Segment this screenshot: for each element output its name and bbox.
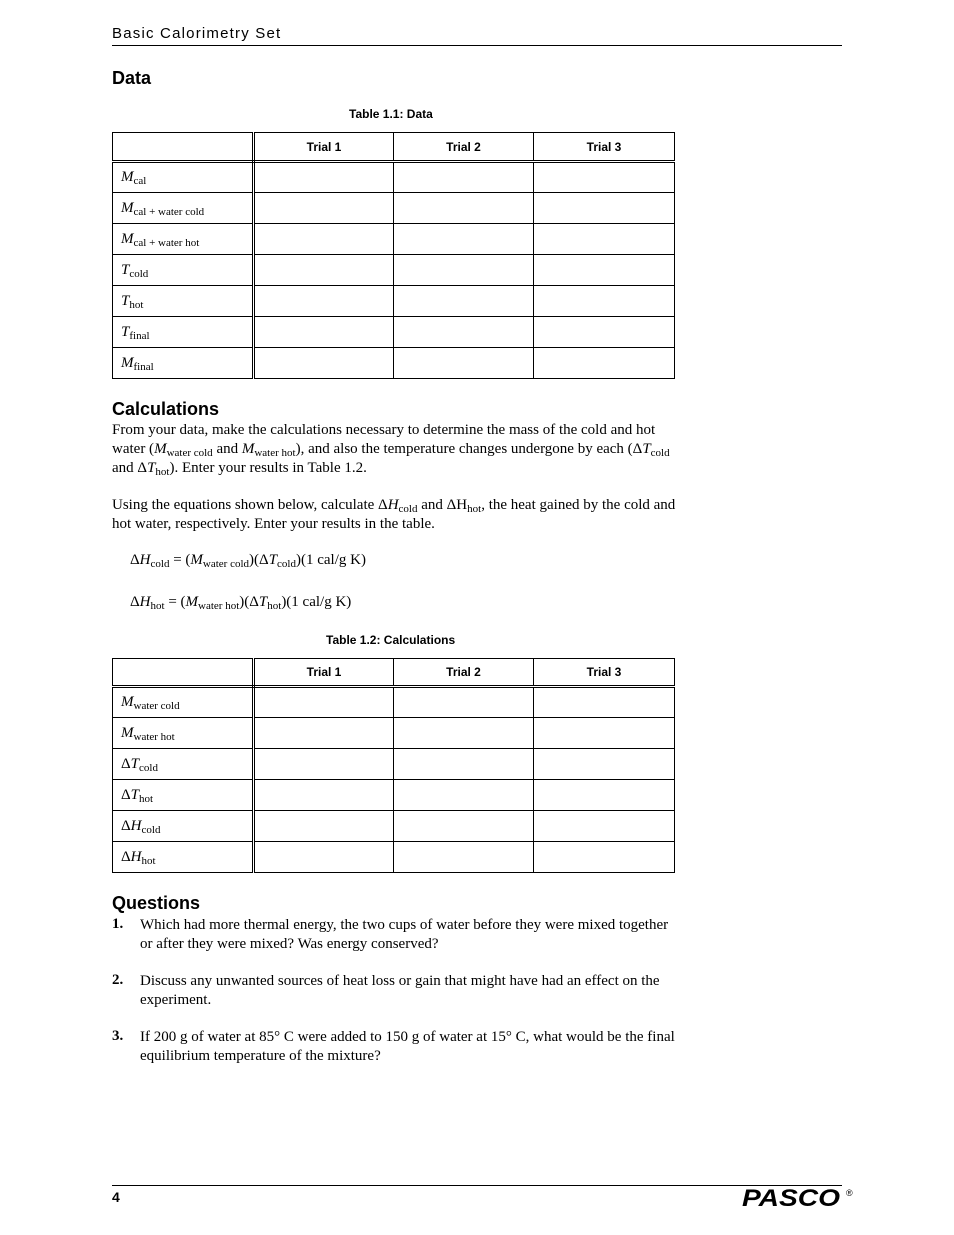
data-cell[interactable] [394, 749, 534, 780]
data-cell[interactable] [534, 286, 675, 317]
table-row [113, 749, 675, 780]
data-cell[interactable] [534, 255, 675, 286]
row-label: $\Delta H_{cold}$ [113, 811, 254, 842]
table-1-1-caption: Table 1.1: Data [349, 107, 433, 121]
table-corner-cell [113, 659, 254, 687]
data-cell[interactable] [394, 811, 534, 842]
calculations-paragraph-1: From your data, make the calculations necessary to determine the mass of the cold and hot water ($M_{water cold}$ and $M_{water hot}$), and also the temperature changes undergone by each ($\Delta T_{cold}$ and $\Delta T_{hot}$). Enter your results in Table 1.2. [112, 422, 670, 478]
data-cell[interactable] [394, 255, 534, 286]
data-cell[interactable] [534, 687, 675, 718]
calculations-heading: Calculations [112, 399, 220, 419]
data-cell[interactable] [254, 193, 394, 224]
table-row [113, 193, 675, 224]
column-header-trial-3: Trial 3 [534, 659, 675, 687]
data-cell[interactable] [534, 224, 675, 255]
table-row [113, 811, 675, 842]
questions-heading: Questions [112, 893, 201, 913]
data-cell[interactable] [534, 162, 675, 193]
data-cell[interactable] [394, 286, 534, 317]
row-label: $M_{cal}$ [113, 162, 254, 193]
running-header: Basic Calorimetry Set [112, 25, 282, 42]
column-header-trial-2: Trial 2 [394, 659, 534, 687]
question-1-text: Which had more thermal energy, the two cups of water before they were mixed together or after they were mixed? Was energy conserved? [140, 917, 669, 952]
row-label: $M_{final}$ [113, 348, 254, 379]
table-row [113, 780, 675, 811]
table-row [113, 162, 675, 193]
data-cell[interactable] [254, 255, 394, 286]
table-row [113, 348, 675, 379]
data-cell[interactable] [394, 162, 534, 193]
table-row [113, 317, 675, 348]
calculations-table [112, 658, 675, 873]
table-row [113, 687, 675, 718]
data-cell[interactable] [394, 687, 534, 718]
data-cell[interactable] [534, 348, 675, 379]
svg-text:®: ® [846, 1188, 853, 1198]
question-2-text: Discuss any unwanted sources of heat loss or gain that might have had an effect on the experiment. [140, 973, 660, 1008]
data-cell[interactable] [534, 749, 675, 780]
data-heading: Data [112, 68, 152, 88]
data-cell[interactable] [254, 224, 394, 255]
table-row [113, 842, 675, 873]
row-label: $T_{final}$ [113, 317, 254, 348]
column-header-trial-1: Trial 1 [254, 659, 394, 687]
equation-heat-hot: $\Delta H_{hot} = (M_{water hot})(\Delta T_{hot})(1$ cal/g K) [130, 594, 352, 612]
table-row [113, 718, 675, 749]
row-label: $M_{cal + water hot}$ [113, 224, 254, 255]
row-label: $M_{cal + water cold}$ [113, 193, 254, 224]
column-header-trial-2: Trial 2 [394, 133, 534, 162]
question-1-number: 1. [112, 916, 124, 932]
data-cell[interactable] [254, 317, 394, 348]
data-cell[interactable] [394, 780, 534, 811]
data-cell[interactable] [394, 224, 534, 255]
table-row [113, 286, 675, 317]
data-cell[interactable] [534, 193, 675, 224]
table-row [113, 255, 675, 286]
table-header-row [113, 133, 675, 162]
data-cell[interactable] [254, 780, 394, 811]
data-cell[interactable] [394, 193, 534, 224]
data-cell[interactable] [254, 811, 394, 842]
row-label: $M_{water hot}$ [113, 718, 254, 749]
data-cell[interactable] [254, 718, 394, 749]
column-header-trial-1: Trial 1 [254, 133, 394, 162]
calculations-paragraph-2: Using the equations shown below, calculate $\Delta H_{cold}$ and $\Delta H_{hot}$, the heat gained by the cold and hot water, respectively. Enter your results in the table. [112, 497, 676, 532]
table-corner-cell [113, 133, 254, 162]
data-cell[interactable] [534, 718, 675, 749]
data-cell[interactable] [254, 162, 394, 193]
data-cell[interactable] [394, 317, 534, 348]
data-cell[interactable] [534, 811, 675, 842]
question-3-text: If 200 g of water at 85° C were added to 150 g of water at 15° C, what would be the final equilibrium temperature of the mixture? [140, 1029, 675, 1064]
header-rule [112, 45, 842, 46]
data-cell[interactable] [254, 687, 394, 718]
row-label: $M_{water cold}$ [113, 687, 254, 718]
data-cell[interactable] [534, 780, 675, 811]
data-table [112, 132, 675, 379]
data-cell[interactable] [254, 749, 394, 780]
data-cell[interactable] [534, 317, 675, 348]
column-header-trial-3: Trial 3 [534, 133, 675, 162]
equation-heat-cold: $\Delta H_{cold} = (M_{water cold})(\Delta T_{cold})(1$ cal/g K) [130, 552, 366, 570]
table-1-2-caption: Table 1.2: Calculations [326, 633, 456, 647]
svg-text:PASCO: PASCO [742, 1186, 841, 1210]
row-label: $\Delta H_{hot}$ [113, 842, 254, 873]
data-cell[interactable] [254, 348, 394, 379]
table-row [113, 224, 675, 255]
question-3-number: 3. [112, 1028, 124, 1044]
table-header-row [113, 659, 675, 687]
pasco-logo [742, 1186, 854, 1210]
row-label: $\Delta T_{cold}$ [113, 749, 254, 780]
row-label: $T_{hot}$ [113, 286, 254, 317]
row-label: $\Delta T_{hot}$ [113, 780, 254, 811]
data-cell[interactable] [254, 842, 394, 873]
row-label: $T_{cold}$ [113, 255, 254, 286]
data-cell[interactable] [254, 286, 394, 317]
question-2-number: 2. [112, 972, 124, 988]
data-cell[interactable] [394, 718, 534, 749]
footer-rule [112, 1185, 842, 1186]
data-cell[interactable] [534, 842, 675, 873]
data-cell[interactable] [394, 348, 534, 379]
page-number: 4 [112, 1189, 120, 1205]
data-cell[interactable] [394, 842, 534, 873]
